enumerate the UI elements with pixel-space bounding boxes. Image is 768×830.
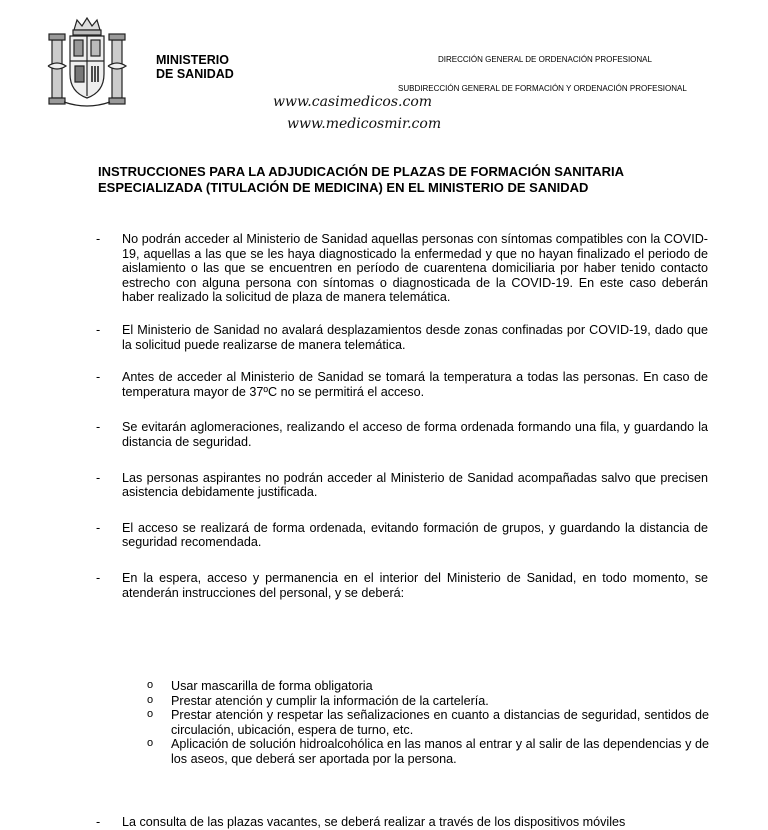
bullet-dash: - [96,520,101,535]
subdireccion-general: SUBDIRECCIÓN GENERAL DE FORMACIÓN Y ORDENACIÓN PROFESIONAL [398,84,687,93]
circle-bullet-icon: o [147,679,154,691]
circle-bullet-icon: o [147,693,154,706]
coat-of-arms-icon [44,16,130,112]
bullet-dash: - [96,232,101,246]
sub-list-item: o Usar mascarilla de forma obligatoria [147,679,373,693]
last-list-item: - La consulta de las plazas vacantes, se deberá realizar a través de los dispositivos móviles [96,815,626,829]
sub-instructions-list [145,679,709,767]
direccion-general: DIRECCIÓN GENERAL DE ORDENACIÓN PROFESIONAL [438,55,652,64]
sub-list-item: o Prestar atención y cumplir la información de la cartelería. [147,693,489,708]
sub-list-item: o Aplicación de solución hidroalcohólica en las manos al entrar y al salir de las dependencias y de los aseos, que deberá ser aportada por la persona. [147,737,709,766]
bullet-dash: - [96,470,101,485]
bullet-dash: - [96,322,101,337]
watermark-medicosmir: www.medicosmir.com [287,116,442,132]
list-item: - El Ministerio de Sanidad no avalará desplazamientos desde zonas confinadas por COVID-19, dado que la solicitud puede realizarse de manera telemática. [96,322,708,352]
instructions-list [96,232,708,600]
circle-bullet-icon: o [147,708,154,721]
list-item: - El acceso se realizará de forma ordenada, evitando formación de grupos, y guardando la distancia de seguridad recomendada. [96,520,708,550]
list-item: - No podrán acceder al Ministerio de Sanidad aquellas personas con síntomas compatibles con la COVID-19, aquellas a las que se les haya diagnosticado la enfermedad y que no hayan finalizado el periodo de aislamiento o las que se encuentren en período de cuarentena domiciliaria por haber tenido contacto estrecho con alguna persona con síntomas o diagnosticada de la COVID-19. En este caso deberán haber realizado la solicitud de plaza de manera telemática. [96,232,708,305]
list-item: - En la espera, acceso y permanencia en el interior del Ministerio de Sanidad, en todo momento, se atenderán instrucciones del personal, y se deberá: [96,570,708,600]
watermark-casimedicos: www.casimedicos.com [273,94,433,110]
list-item: - Las personas aspirantes no podrán acceder al Ministerio de Sanidad acompañadas salvo que precisen asistencia debidamente justificada. [96,470,708,500]
document-title: INSTRUCCIONES PARA LA ADJUDICACIÓN DE PLAZAS DE FORMACIÓN SANITARIA ESPECIALIZADA (TITULACIÓN DE MEDICINA) EN EL MINISTERIO DE SANIDAD [98,164,624,195]
bullet-dash: - [96,370,101,385]
list-item: - Antes de acceder al Ministerio de Sanidad se tomará la temperatura a todas las personas. En caso de temperatura mayor de 37ºC no se permitirá el acceso. [96,370,708,399]
bullet-dash: - [96,570,101,585]
bullet-dash: - [96,815,101,829]
circle-bullet-icon: o [147,737,154,750]
ministry-name: MINISTERIO DE SANIDAD [156,53,234,81]
bullet-dash: - [96,420,101,435]
sub-list-item: o Prestar atención y respetar las señalizaciones en cuanto a distancias de seguridad, sentidos de circulación, ubicación, espera de turno, etc. [147,708,709,737]
list-item: - Se evitarán aglomeraciones, realizando el acceso de forma ordenada formando una fila, y guardando la distancia de seguridad. [96,420,708,449]
